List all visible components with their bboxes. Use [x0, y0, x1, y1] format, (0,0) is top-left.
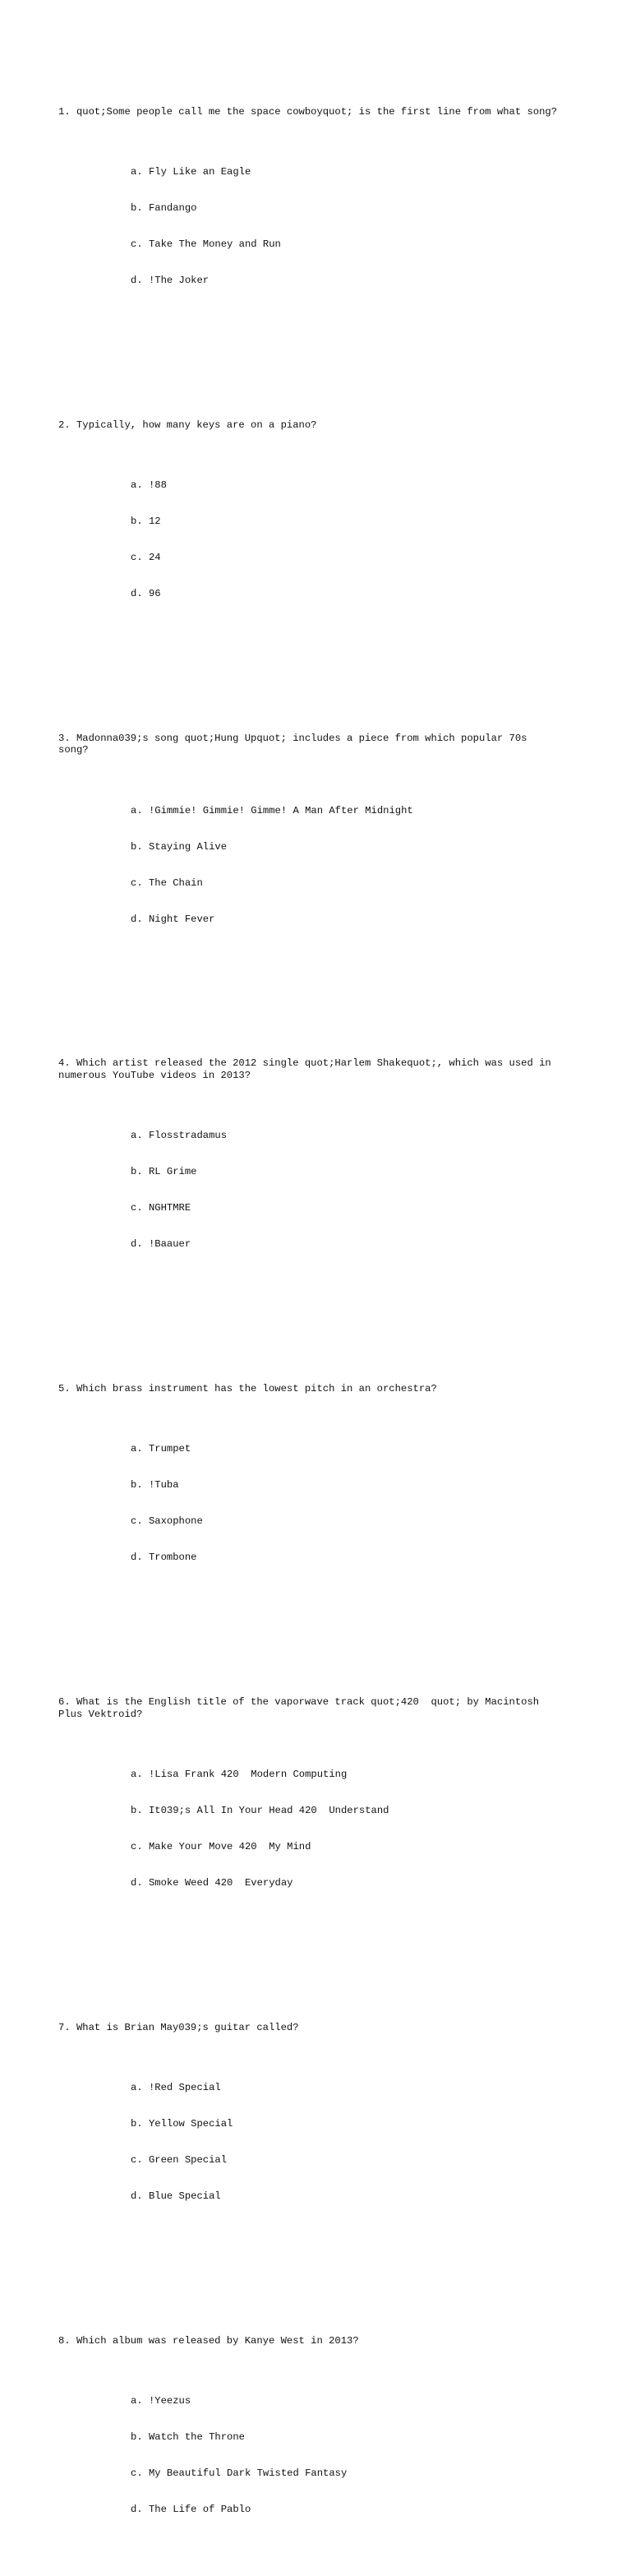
answer-options: [58, 1106, 584, 1274]
question-block: [58, 708, 584, 973]
question-text: 8. Which album was released by Kanye West in 2013?: [58, 2334, 359, 2347]
answer-option-d: d. Smoke Weed 420 Everyday: [131, 1877, 293, 1889]
question-text: 6. What is the English title of the vaporwave track quot;420 quot; by Macintosh Plus Vektroid?: [58, 1696, 540, 1720]
answer-option-c: c. Saxophone: [131, 1515, 203, 1528]
quiz-document: [58, 58, 584, 2576]
answer-option-c: c. The Chain: [131, 876, 203, 889]
answer-option-a: a. Fly Like an Eagle: [131, 165, 251, 178]
answer-option-d: d. 96: [131, 587, 161, 599]
answer-option-c: c. Green Special: [131, 2154, 228, 2167]
answer-option-c: c. Take The Money and Run: [131, 238, 281, 250]
answer-option-a: a. Flosstradamus: [131, 1130, 228, 1142]
question-text: 3. Madonna039;s song quot;Hung Upquot; includes a piece from which popular 70s song?: [58, 732, 527, 756]
question-block: [58, 1359, 584, 1612]
question-block: [58, 2311, 584, 2564]
answer-options: [58, 2371, 584, 2540]
answer-option-c: c. 24: [131, 551, 161, 563]
question-text: 2. Typically, how many keys are on a piano?: [58, 419, 317, 431]
answer-options: [58, 456, 584, 624]
question-block: [58, 395, 584, 648]
answer-option-a: a. !Red Special: [131, 2082, 221, 2094]
question-text: 4. Which artist released the 2012 single quot;Harlem Shakequot;, which was used in numerous YouTube videos in 2013?: [58, 1057, 551, 1082]
answer-option-b: b. Watch the Throne: [131, 2431, 245, 2444]
answer-option-d: d. The Life of Pablo: [131, 2504, 251, 2516]
answer-option-b: b. Fandango: [131, 201, 197, 214]
question-block: [58, 81, 584, 335]
question-block: [58, 1034, 584, 1298]
question-text: 5. Which brass instrument has the lowest pitch in an orchestra?: [58, 1383, 437, 1395]
answer-option-d: d. !The Joker: [131, 274, 210, 286]
answer-option-d: d. Night Fever: [131, 913, 215, 925]
question-block: [58, 1998, 584, 2251]
answer-option-a: a. !88: [131, 479, 167, 491]
answer-option-a: a. !Gimmie! Gimmie! Gimme! A Man After Midnight: [131, 804, 413, 816]
answer-option-a: a. !Yeezus: [131, 2395, 191, 2407]
answer-options: [58, 1419, 584, 1588]
answer-option-c: c. My Beautiful Dark Twisted Fantasy: [131, 2467, 348, 2480]
answer-option-d: d. Blue Special: [131, 2190, 221, 2203]
question-text: 7. What is Brian May039;s guitar called?: [58, 2021, 299, 2033]
answer-option-a: a. !Lisa Frank 420 Modern Computing: [131, 1769, 348, 1781]
answer-option-c: c. Make Your Move 420 My Mind: [131, 1841, 311, 1853]
answer-option-a: a. Trumpet: [131, 1443, 191, 1455]
question-block: [58, 1672, 584, 1937]
answer-option-b: b. It039;s All In Your Head 420 Understand: [131, 1805, 389, 1817]
answer-option-c: c. NGHTMRE: [131, 1202, 191, 1214]
answer-options: [58, 780, 584, 949]
answer-option-b: b. RL Grime: [131, 1166, 197, 1178]
answer-option-b: b. 12: [131, 515, 161, 527]
answer-option-d: d. Trombone: [131, 1552, 197, 1564]
answer-options: [58, 2058, 584, 2227]
answer-options: [58, 142, 584, 311]
answer-option-b: b. !Tuba: [131, 1479, 179, 1491]
answer-option-d: d. !Baauer: [131, 1238, 191, 1251]
answer-option-b: b. Staying Alive: [131, 840, 228, 853]
answer-options: [58, 1745, 584, 1913]
question-text: 1. quot;Some people call me the space cowboyquot; is the first line from what song?: [58, 105, 558, 118]
answer-option-b: b. Yellow Special: [131, 2118, 233, 2130]
